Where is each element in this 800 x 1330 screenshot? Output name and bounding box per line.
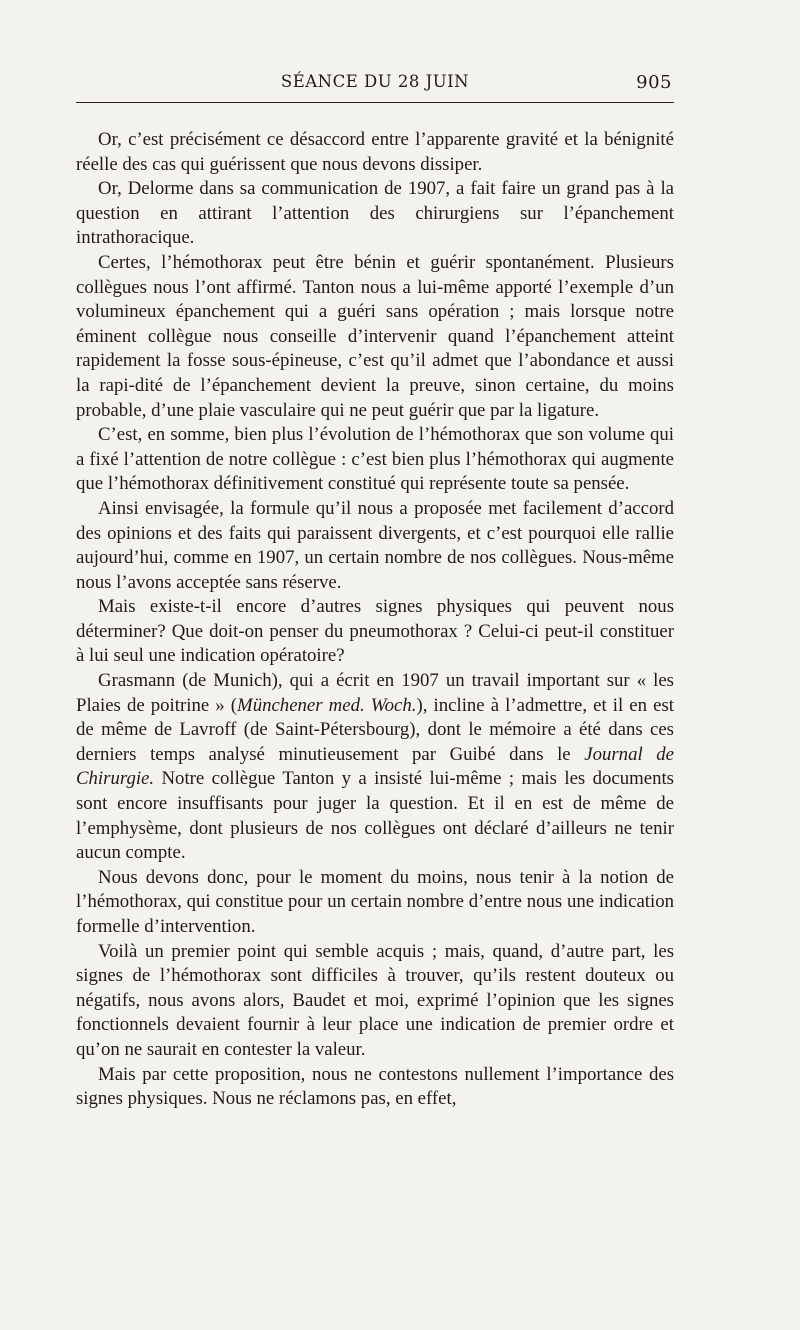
paragraph-text: Grasmann (de Munich), qui a écrit en 1907 un travail important sur « les Plaies de poitrine » ( [76,670,674,716]
paragraph [76,940,674,1063]
italic-text: Münchener med. Woch. [237,694,417,716]
paragraph [76,669,674,866]
paragraph-text: Or, c’est précisément ce désaccord entre l’apparente gravité et la bénignité réelle des cas qui guérissent que nous devons dissiper. [76,129,674,175]
running-header [76,62,674,94]
paragraph [76,423,674,497]
paragraph [76,595,674,669]
paragraph-text: Certes, l’hémothorax peut être bénin et guérir spontanément. Plusieurs collègues nous l’ont affirmé. Tanton nous a lui-même apporté l’exemple d’un volumineux épanchement qui a guéri sans opération ; mais lorsque notre éminent collègue nous conseille d’intervenir quand l’épanchement atteint rapidement la fosse sous-épineuse, c’est qu’il admet que l’abondance et aussi la rapi-dité de l’épanchement devient la preuve, sinon certaine, du moins probable, d’une plaie vasculaire qui ne peut guérir que par la ligature. [76,251,674,421]
paragraph-text: Nous devons donc, pour le moment du moins, nous tenir à la notion de l’hémothorax, qui constitue pour un certain nombre d’entre nous une indication formelle d’intervention. [76,866,674,937]
paragraph [76,866,674,940]
paragraph-text: Voilà un premier point qui semble acquis ; mais, quand, d’autre part, les signes de l’hémothorax sont difficiles à trouver, qu’ils restent douteux ou négatifs, nous avons alors, Baudet et moi, exprimé l’opinion que les signes fonctionnels devaient fournir à leur place une indication de premier ordre et qu’on ne saurait en contester la valeur. [76,940,674,1060]
paragraph [76,128,674,177]
paragraph-text: C’est, en somme, bien plus l’évolution de l’hémothorax que son volume qui a fixé l’attention de notre collègue : c’est bien plus l’hémothorax qui augmente que l’hémothorax définitivement constitué qui représente toute sa pensée. [76,424,674,495]
body-text [76,128,674,1112]
page-number: 905 [636,72,672,93]
running-title: SÉANCE DU 28 JUIN [280,72,470,91]
paragraph-text: Mais existe-t-il encore d’autres signes physiques qui peuvent nous déterminer? Que doit-on penser du pneumothorax ? Celui-ci peut-il constituer à lui seul une indication opératoire? [76,596,674,667]
paragraph-text: Or, Delorme dans sa communication de 1907, a fait faire un grand pas à la question en attirant l’attention des chirurgiens sur l’épanchement intrathoracique. [76,178,674,249]
paragraph-text: Mais par cette proposition, nous ne contestons nullement l’importance des signes physiques. Nous ne réclamons pas, en effet, [76,1063,674,1110]
paragraph-text: Ainsi envisagée, la formule qu’il nous a proposée met facilement d’accord des opinions et des faits qui paraissent divergents, et c’est pourquoi elle rallie aujourd’hui, comme en 1907, un certain nombre de nos collègues. Nous-même nous l’avons acceptée sans réserve. [76,497,674,593]
paragraph [76,177,674,251]
paragraph-text: Notre collègue Tanton y a insisté lui-même ; mais les documents sont encore insuffisants pour juger la question. Et il en est de même de l’emphysème, dont plusieurs de nos collègues ont déclaré d’ailleurs ne tenir aucun compte. [76,768,674,864]
paragraph-text: ), incline à l’admettre, et il en est de même de Lavroff (de Saint-Pétersbourg), dont le mémoire a été dans ces derniers temps analysé minutieusement par Guibé dans le [76,694,674,765]
italic-text: Journal de Chirurgie. [76,743,674,790]
paragraph [76,497,674,595]
paragraph [76,1063,674,1112]
paragraph [76,251,674,423]
header-rule [76,102,674,103]
page [76,62,674,1110]
